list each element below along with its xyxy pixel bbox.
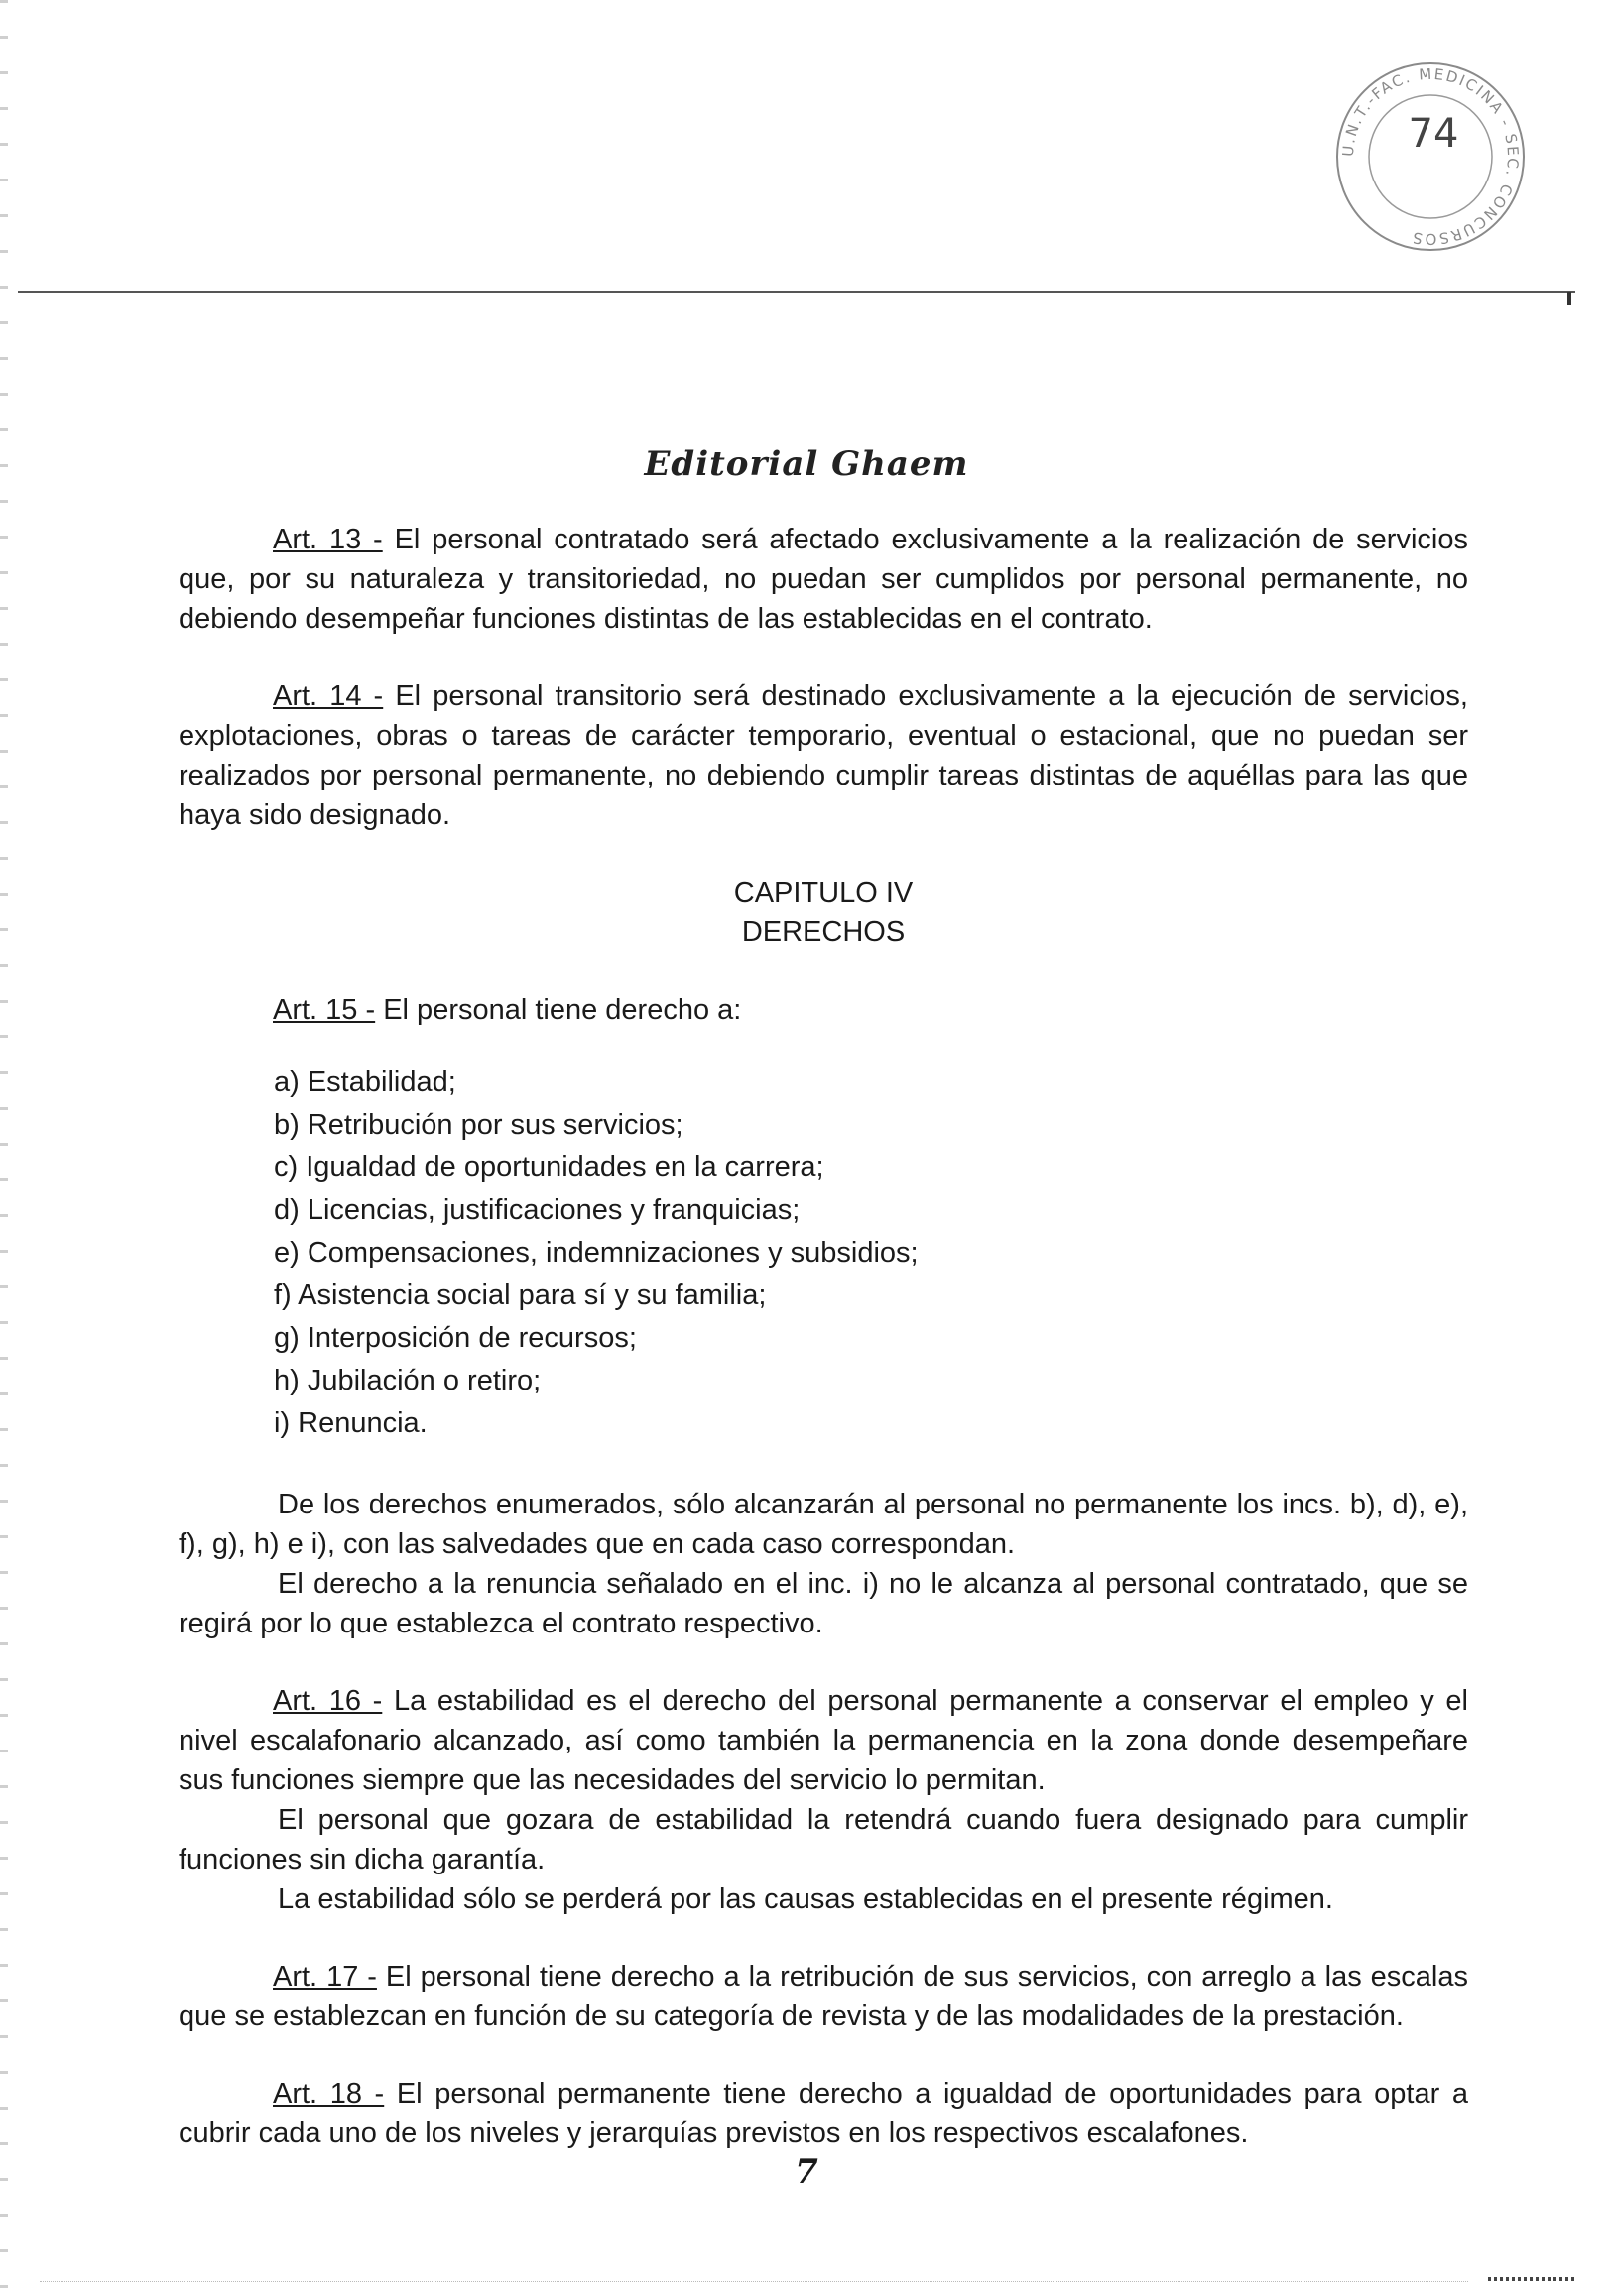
- article-16-paragraph-3: La estabilidad sólo se perderá por las causas establecidas en el presente régimen.: [278, 1883, 1333, 1915]
- article-16: [179, 1681, 1468, 1800]
- document-body: [179, 520, 1468, 2153]
- page-edge-marks: [0, 0, 8, 2296]
- publisher-header: Editorial Ghaem: [644, 444, 969, 484]
- article-18: [179, 2074, 1468, 2153]
- article-13-label: Art. 13 -: [273, 524, 383, 555]
- list-item: a) Estabilidad;: [274, 1066, 456, 1098]
- list-item: b) Retribución por sus servicios;: [274, 1109, 683, 1141]
- article-16-paragraph-2: El personal que gozara de estabilidad la retendrá cuando fuera designado para cumplir funciones sin dicha garantía.: [179, 1804, 1468, 1875]
- rights-list: [274, 1061, 1468, 1445]
- chapter-number: CAPITULO IV: [733, 877, 914, 908]
- bottom-edge-mark: [1488, 2277, 1577, 2281]
- list-item: f) Asistencia social para sí y su familia;: [274, 1279, 767, 1311]
- chapter-title: DERECHOS: [741, 916, 906, 948]
- list-item: h) Jubilación o retiro;: [274, 1365, 542, 1396]
- list-item: c) Igualdad de oportunidades en la carrera;: [274, 1151, 824, 1183]
- article-13: [179, 520, 1468, 639]
- article-18-label: Art. 18 -: [273, 2078, 385, 2110]
- article-16-text: La estabilidad es el derecho del personal permanente a conservar el empleo y el nivel escalafonario alcanzado, así como también la permanencia en la zona donde desempeñare sus funciones siempre que las necesidades del servicio lo permitan.: [179, 1685, 1468, 1796]
- stamp-ring-text: U.N.T.-FAC. MEDICINA - SEC. CONCURSOS: [1338, 64, 1523, 249]
- list-item: i) Renuncia.: [274, 1407, 428, 1439]
- page-number: 7: [795, 2152, 818, 2192]
- top-divider-tick: [1567, 292, 1571, 305]
- article-14: [179, 676, 1468, 835]
- article-18-text: El personal permanente tiene derecho a igualdad de oportunidades para optar a cubrir cada uno de los niveles y jerarquías previstos en los respectivos escalafones.: [179, 2078, 1468, 2149]
- list-item: d) Licencias, justificaciones y franquicias;: [274, 1194, 801, 1226]
- article-17: [179, 1957, 1468, 2036]
- chapter-heading: [179, 873, 1468, 952]
- list-item: g) Interposición de recursos;: [274, 1322, 637, 1354]
- article-15: [179, 990, 1468, 1029]
- seal-stamp: [1331, 58, 1530, 256]
- article-15-label: Art. 15 -: [273, 994, 376, 1026]
- article-15-note-1: De los derechos enumerados, sólo alcanzarán al personal no permanente los incs. b), d), e), f), g), h) e i), con las salvedades que en cada caso correspondan.: [179, 1489, 1468, 1560]
- article-16-label: Art. 16 -: [273, 1685, 383, 1717]
- article-13-text: El personal contratado será afectado exclusivamente a la realización de servicios que, por su naturaleza y transitoriedad, no puedan ser cumplidos por personal permanente, no debiendo desempeñar funciones distintas de las establecidas en el contrato.: [179, 524, 1468, 635]
- list-item: e) Compensaciones, indemnizaciones y subsidios;: [274, 1237, 919, 1269]
- article-14-text: El personal transitorio será destinado exclusivamente a la ejecución de servicios, explotaciones, obras o tareas de carácter temporario, eventual o estacional, que no puedan ser realizados por personal permanente, no debiendo cumplir tareas distintas de aquéllas para las que haya sido designado.: [179, 680, 1468, 831]
- stamp-number: 74: [1408, 111, 1459, 157]
- article-17-label: Art. 17 -: [273, 1961, 377, 1993]
- bottom-edge-line: [40, 2281, 1468, 2282]
- article-17-text: El personal tiene derecho a la retribución de sus servicios, con arreglo a las escalas que se establezcan en función de su categoría de revista y de las modalidades de la prestación.: [179, 1961, 1468, 2032]
- article-14-label: Art. 14 -: [273, 680, 384, 712]
- article-15-note-2: El derecho a la renuncia señalado en el inc. i) no le alcanza al personal contratado, que se regirá por lo que establezca el contrato respectivo.: [179, 1568, 1468, 1639]
- article-15-text: El personal tiene derecho a:: [383, 994, 742, 1026]
- top-divider: [18, 291, 1575, 293]
